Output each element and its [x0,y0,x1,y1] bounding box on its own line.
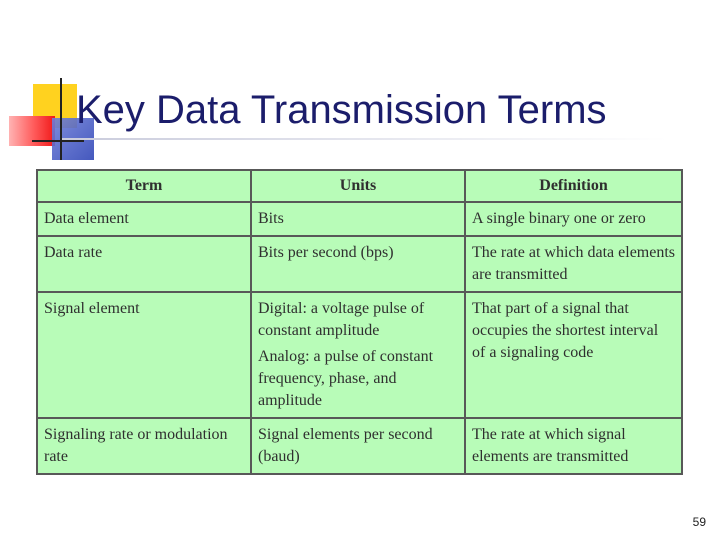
table-row [37,292,682,418]
table-header-row [37,170,682,202]
units-text: Signal elements per second (baud) [258,426,433,465]
cell-units [251,202,465,236]
table-row [37,202,682,236]
cell-units [251,236,465,292]
cell-term: Data element [37,202,251,236]
slide-logo [0,0,110,170]
header-term: Term [37,170,251,202]
cell-term: Data rate [37,236,251,292]
page-number: 59 [692,515,706,529]
cell-definition: The rate at which signal elements are transmitted [465,418,682,474]
units-text-digital: Digital: a voltage pulse of constant amplitude [258,300,425,339]
table-row [37,418,682,474]
units-text-analog: Analog: a pulse of constant frequency, phase, and amplitude [258,348,434,409]
units-text: Bits per second (bps) [258,244,394,261]
table-row [37,236,682,292]
logo-vertical-line [60,78,62,160]
cell-term: Signaling rate or modulation rate [37,418,251,474]
cell-definition: That part of a signal that occupies the shortest interval of a signaling code [465,292,682,418]
cell-units [251,292,465,418]
cell-definition: A single binary one or zero [465,202,682,236]
units-text: Bits [258,210,284,227]
cell-term: Signal element [37,292,251,418]
terms-table [36,169,683,475]
logo-horizontal-line [32,140,84,142]
cell-definition: The rate at which data elements are transmitted [465,236,682,292]
title-underline [62,138,667,140]
cell-units [251,418,465,474]
slide-title: Key Data Transmission Terms [76,88,607,132]
header-definition: Definition [465,170,682,202]
header-units: Units [251,170,465,202]
